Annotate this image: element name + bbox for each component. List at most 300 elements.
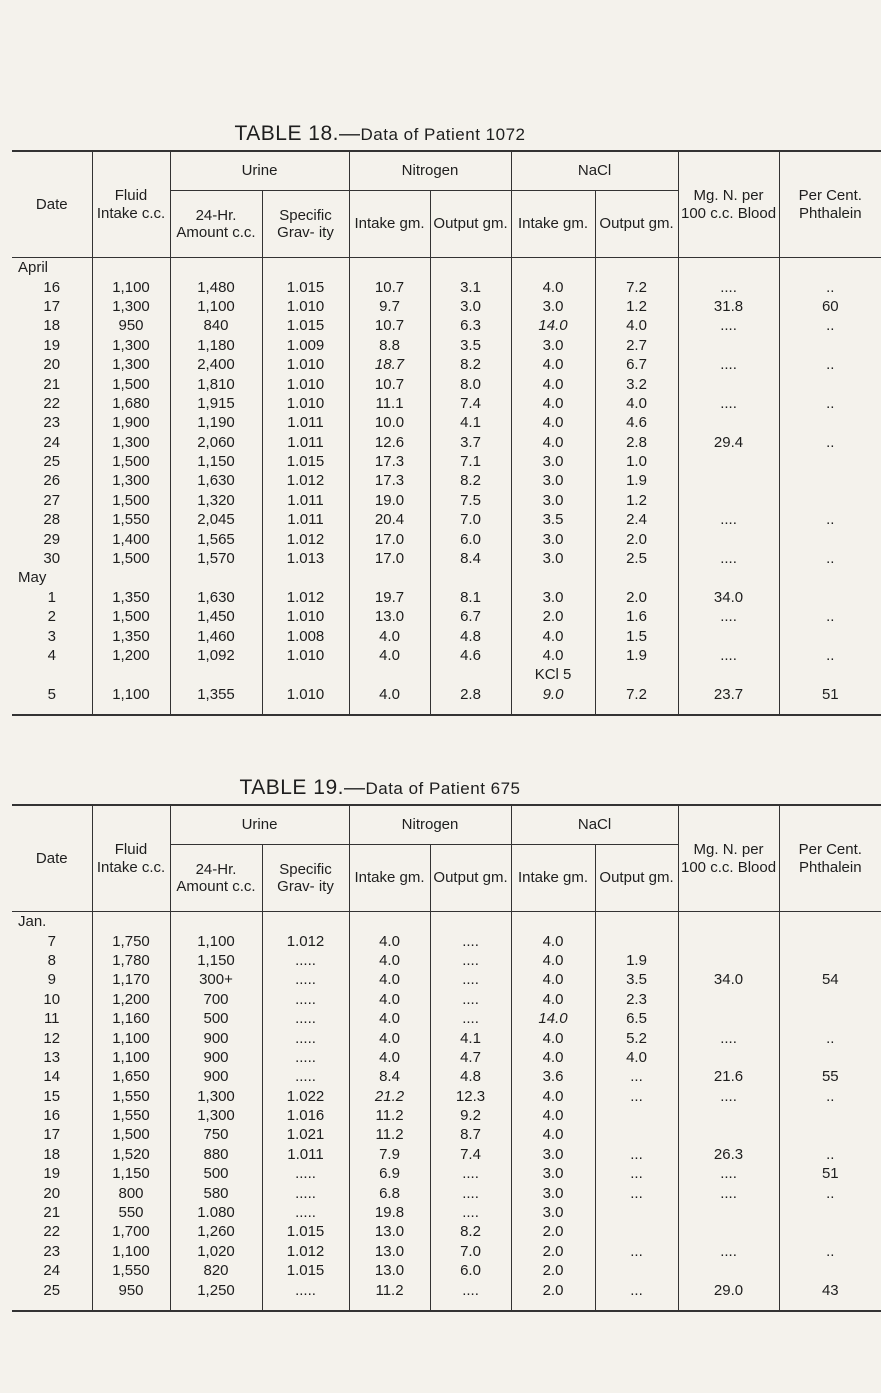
empty-cell (170, 912, 262, 932)
table-row (12, 277, 881, 296)
cell-urine-amount: 1,150 (170, 452, 262, 471)
cell-mg-n-blood (678, 452, 779, 471)
header-nitrogen-intake: Intake gm. (349, 845, 430, 912)
cell-specific-gravity: 1.011 (262, 510, 349, 529)
table-row (12, 568, 881, 587)
cell-nitrogen-intake: 19.7 (349, 588, 430, 607)
table-row (12, 588, 881, 607)
empty-cell (262, 912, 349, 932)
cell-mg-n-blood: .... (678, 1183, 779, 1202)
cell-mg-n-blood: 29.4 (678, 433, 779, 452)
cell-phthalein: .. (779, 1145, 881, 1164)
month-label: April (18, 259, 49, 277)
cell-phthalein (779, 491, 881, 510)
table-row (12, 258, 881, 278)
cell-specific-gravity: 1.012 (262, 931, 349, 950)
cell-nacl-intake: 3.0 (511, 1183, 595, 1202)
cell-date: 12 (43, 1029, 61, 1047)
cell-specific-gravity: 1.011 (262, 433, 349, 452)
cell-mg-n-blood: 34.0 (678, 970, 779, 989)
table-row (12, 1222, 881, 1241)
cell-nacl-output (595, 1106, 678, 1125)
table-row (12, 1106, 881, 1125)
cell-urine-amount: 1,100 (170, 297, 262, 316)
cell-urine-amount: 1,570 (170, 549, 262, 568)
cell-mg-n-blood (678, 336, 779, 355)
header-fluid-intake: Fluid Intake c.c. (92, 151, 170, 258)
cell-date: 1 (47, 588, 56, 606)
cell-date: 18 (43, 317, 61, 335)
cell-nitrogen-intake: 11.1 (349, 394, 430, 413)
cell-date: 9 (47, 971, 56, 989)
cell-specific-gravity: 1.015 (262, 452, 349, 471)
cell-mg-n-blood: 23.7 (678, 685, 779, 704)
cell-nacl-intake: 4.0 (511, 277, 595, 296)
cell-urine-amount: 2,045 (170, 510, 262, 529)
footer-cell (595, 704, 678, 715)
header-nacl-intake: Intake gm. (511, 845, 595, 912)
header-nitrogen-output: Output gm. (430, 191, 511, 258)
cell-nitrogen-intake: 20.4 (349, 510, 430, 529)
cell-nacl-output: 1.6 (595, 607, 678, 626)
cell-urine-amount: 580 (170, 1183, 262, 1202)
cell-nitrogen-output: 3.5 (430, 336, 511, 355)
table-18-caption: TABLE 18.—Data of Patient 1072 (234, 122, 526, 145)
header-date: Date (35, 195, 68, 213)
table-row (12, 970, 881, 989)
cell-date: 2 (47, 608, 56, 626)
cell-mg-n-blood (678, 1009, 779, 1028)
cell-nacl-output: 5.2 (595, 1028, 678, 1047)
cell-mg-n-blood (678, 1125, 779, 1144)
cell-nacl-intake: 3.0 (511, 1145, 595, 1164)
cell-nacl-output: 1.2 (595, 491, 678, 510)
header-mg-n-blood: Mg. N. per 100 c.c. Blood (678, 151, 779, 258)
cell-nacl-intake: 3.0 (511, 1203, 595, 1222)
cell-mg-n-blood: .... (678, 1028, 779, 1047)
cell-phthalein (779, 931, 881, 950)
cell-nitrogen-intake: 4.0 (349, 951, 430, 970)
cell-phthalein (779, 1048, 881, 1067)
cell-nacl-output (595, 1222, 678, 1241)
cell-urine-amount: 500 (170, 1009, 262, 1028)
footer-cell (430, 704, 511, 715)
table-row (12, 1125, 881, 1144)
cell-urine-amount: 1,300 (170, 1106, 262, 1125)
cell-nacl-output: 1.9 (595, 951, 678, 970)
cell-date: 27 (43, 491, 61, 509)
header-nitrogen: Nitrogen (349, 151, 511, 191)
cell-specific-gravity: 1.022 (262, 1087, 349, 1106)
cell-nacl-output (595, 1203, 678, 1222)
empty-cell (430, 568, 511, 587)
table-row (12, 931, 881, 950)
cell-mg-n-blood (678, 1222, 779, 1241)
cell-date: 30 (43, 550, 61, 568)
cell-phthalein (779, 1125, 881, 1144)
cell-date: 28 (43, 511, 61, 529)
cell-nacl-intake: 4.0 (511, 626, 595, 645)
cell-date: 22 (43, 1223, 61, 1241)
empty-cell (12, 665, 92, 684)
cell-specific-gravity: 1.011 (262, 491, 349, 510)
footer-cell (262, 704, 349, 715)
cell-specific-gravity: ..... (262, 951, 349, 970)
table-row (12, 1048, 881, 1067)
footer-cell (349, 704, 430, 715)
table-footer-rule (12, 704, 881, 715)
cell-phthalein: 54 (779, 970, 881, 989)
cell-mg-n-blood: .... (678, 394, 779, 413)
cell-phthalein (779, 951, 881, 970)
empty-cell (595, 912, 678, 932)
cell-fluid-intake: 1,400 (92, 529, 170, 548)
header-nitrogen-output: Output gm. (430, 845, 511, 912)
table-row (12, 1145, 881, 1164)
cell-specific-gravity: ..... (262, 1048, 349, 1067)
cell-fluid-intake: 950 (92, 1280, 170, 1299)
cell-phthalein: 60 (779, 297, 881, 316)
cell-urine-amount: 1,355 (170, 685, 262, 704)
cell-mg-n-blood (678, 1261, 779, 1280)
cell-nitrogen-output: 2.8 (430, 685, 511, 704)
cell-nitrogen-intake: 10.0 (349, 413, 430, 432)
cell-nitrogen-output: 7.5 (430, 491, 511, 510)
cell-nitrogen-intake: 19.0 (349, 491, 430, 510)
cell-urine-amount: 1,190 (170, 413, 262, 432)
empty-cell (595, 258, 678, 278)
empty-cell (349, 258, 430, 278)
table-row (12, 1203, 881, 1222)
cell-nitrogen-output: 7.1 (430, 452, 511, 471)
cell-date: 16 (43, 1107, 61, 1125)
empty-cell (430, 665, 511, 684)
table-row (12, 1009, 881, 1028)
table-row (12, 646, 881, 665)
cell-nitrogen-intake: 13.0 (349, 1222, 430, 1241)
empty-cell (511, 912, 595, 932)
cell-nitrogen-output: 3.0 (430, 297, 511, 316)
cell-phthalein: .. (779, 510, 881, 529)
header-phthalein: Per Cent. Phthalein (779, 805, 881, 912)
cell-urine-amount: 1,150 (170, 951, 262, 970)
cell-mg-n-blood: .... (678, 549, 779, 568)
empty-cell (430, 912, 511, 932)
cell-fluid-intake: 1,350 (92, 626, 170, 645)
cell-nacl-output (595, 1125, 678, 1144)
cell-fluid-intake: 1,300 (92, 433, 170, 452)
header-urine-amount: 24-Hr. Amount c.c. (170, 191, 262, 258)
cell-nacl-intake: 3.0 (511, 588, 595, 607)
cell-nacl-intake: 4.0 (511, 355, 595, 374)
cell-date: 19 (43, 336, 61, 354)
cell-urine-amount: 1,915 (170, 394, 262, 413)
cell-fluid-intake: 1,550 (92, 510, 170, 529)
cell-nitrogen-intake: 11.2 (349, 1125, 430, 1144)
cell-mg-n-blood (678, 413, 779, 432)
cell-nitrogen-output: .... (430, 931, 511, 950)
cell-nitrogen-output: 8.2 (430, 355, 511, 374)
cell-nacl-output: 2.8 (595, 433, 678, 452)
table-row (12, 549, 881, 568)
cell-nacl-intake: 3.0 (511, 549, 595, 568)
cell-specific-gravity: ..... (262, 1067, 349, 1086)
cell-nitrogen-intake: 4.0 (349, 970, 430, 989)
header-nitrogen: Nitrogen (349, 805, 511, 845)
table-row (12, 1261, 881, 1280)
cell-specific-gravity: 1.010 (262, 394, 349, 413)
cell-phthalein (779, 1261, 881, 1280)
empty-cell (92, 665, 170, 684)
cell-specific-gravity: 1.008 (262, 626, 349, 645)
cell-nitrogen-intake: 4.0 (349, 1028, 430, 1047)
empty-cell (92, 568, 170, 587)
cell-date: 17 (43, 1126, 61, 1144)
empty-cell (262, 665, 349, 684)
cell-nacl-output: 2.5 (595, 549, 678, 568)
cell-nacl-intake: 4.0 (511, 931, 595, 950)
cell-nacl-output: 3.5 (595, 970, 678, 989)
cell-specific-gravity: ..... (262, 1028, 349, 1047)
cell-mg-n-blood (678, 491, 779, 510)
cell-nitrogen-intake: 9.7 (349, 297, 430, 316)
cell-nitrogen-intake: 4.0 (349, 626, 430, 645)
cell-mg-n-blood: .... (678, 1087, 779, 1106)
cell-date: 23 (43, 1242, 61, 1260)
cell-nitrogen-output: .... (430, 1164, 511, 1183)
header-nitrogen-intake: Intake gm. (349, 191, 430, 258)
cell-date: 22 (43, 394, 61, 412)
cell-nitrogen-intake: 8.4 (349, 1067, 430, 1086)
table-row (12, 1067, 881, 1086)
cell-nacl-output: 1.9 (595, 646, 678, 665)
cell-urine-amount: 500 (170, 1164, 262, 1183)
cell-nitrogen-intake: 12.6 (349, 433, 430, 452)
cell-fluid-intake: 1,520 (92, 1145, 170, 1164)
cell-nitrogen-output: 8.0 (430, 374, 511, 393)
cell-nacl-intake: 4.0 (511, 1048, 595, 1067)
empty-cell (349, 912, 430, 932)
cell-specific-gravity: 1.015 (262, 316, 349, 335)
cell-nitrogen-intake: 4.0 (349, 1048, 430, 1067)
empty-cell (779, 258, 881, 278)
cell-nitrogen-intake: 17.3 (349, 471, 430, 490)
cell-specific-gravity: ..... (262, 1280, 349, 1299)
footer-cell (430, 1300, 511, 1311)
table-19 (12, 804, 881, 1312)
empty-cell (678, 665, 779, 684)
cell-nitrogen-output: .... (430, 1009, 511, 1028)
footer-cell (678, 1300, 779, 1311)
cell-date: 20 (43, 356, 61, 374)
cell-nacl-output: 7.2 (595, 277, 678, 296)
cell-fluid-intake: 1,170 (92, 970, 170, 989)
cell-nitrogen-intake: 4.0 (349, 646, 430, 665)
cell-phthalein: .. (779, 1183, 881, 1202)
cell-nitrogen-output: 4.1 (430, 413, 511, 432)
cell-specific-gravity: 1.015 (262, 1261, 349, 1280)
cell-phthalein (779, 374, 881, 393)
cell-mg-n-blood (678, 529, 779, 548)
cell-mg-n-blood (678, 931, 779, 950)
cell-specific-gravity: 1.012 (262, 471, 349, 490)
cell-fluid-intake: 1,500 (92, 607, 170, 626)
table-row (12, 529, 881, 548)
cell-nacl-intake: 9.0 (511, 685, 595, 704)
table-row (12, 316, 881, 335)
footer-cell (595, 1300, 678, 1311)
cell-nacl-intake: 3.0 (511, 471, 595, 490)
cell-nacl-output: 3.2 (595, 374, 678, 393)
cell-nacl-output (595, 1261, 678, 1280)
cell-nacl-intake: 14.0 (511, 316, 595, 335)
cell-date: 10 (43, 990, 61, 1008)
cell-urine-amount: 840 (170, 316, 262, 335)
cell-fluid-intake: 1,550 (92, 1087, 170, 1106)
cell-phthalein (779, 1009, 881, 1028)
cell-nitrogen-output: 6.7 (430, 607, 511, 626)
header-nacl: NaCl (511, 151, 678, 191)
cell-urine-amount: 1,630 (170, 588, 262, 607)
empty-cell (92, 912, 170, 932)
cell-fluid-intake: 1,350 (92, 588, 170, 607)
cell-nacl-intake: 3.0 (511, 297, 595, 316)
cell-fluid-intake: 1,500 (92, 452, 170, 471)
table-row (12, 665, 881, 684)
empty-cell (170, 568, 262, 587)
empty-cell (262, 258, 349, 278)
cell-phthalein: .. (779, 1028, 881, 1047)
table-row (12, 336, 881, 355)
cell-nitrogen-output: 4.1 (430, 1028, 511, 1047)
cell-phthalein: .. (779, 355, 881, 374)
cell-nitrogen-output: 3.1 (430, 277, 511, 296)
cell-mg-n-blood (678, 374, 779, 393)
cell-nitrogen-output: .... (430, 1183, 511, 1202)
cell-phthalein: 55 (779, 1067, 881, 1086)
cell-phthalein: .. (779, 607, 881, 626)
cell-fluid-intake: 1,650 (92, 1067, 170, 1086)
cell-nitrogen-intake: 4.0 (349, 931, 430, 950)
cell-nacl-intake: 4.0 (511, 1125, 595, 1144)
cell-fluid-intake: 1,700 (92, 1222, 170, 1241)
cell-nacl-intake: 4.0 (511, 413, 595, 432)
cell-nitrogen-intake: 17.3 (349, 452, 430, 471)
cell-fluid-intake: 1,550 (92, 1261, 170, 1280)
cell-nitrogen-output: 8.2 (430, 1222, 511, 1241)
cell-specific-gravity: 1.012 (262, 588, 349, 607)
table-row (12, 471, 881, 490)
cell-mg-n-blood (678, 1048, 779, 1067)
cell-specific-gravity: ..... (262, 1009, 349, 1028)
cell-nitrogen-output: .... (430, 1280, 511, 1299)
cell-nacl-intake: 2.0 (511, 1280, 595, 1299)
cell-mg-n-blood (678, 951, 779, 970)
cell-fluid-intake: 1,100 (92, 685, 170, 704)
cell-date: 21 (43, 1204, 61, 1222)
cell-date: 24 (43, 433, 61, 451)
cell-nitrogen-output: 4.8 (430, 1067, 511, 1086)
cell-fluid-intake: 550 (92, 1203, 170, 1222)
cell-mg-n-blood (678, 990, 779, 1009)
table-row (12, 685, 881, 704)
cell-phthalein: .. (779, 1087, 881, 1106)
cell-nitrogen-output: 7.4 (430, 394, 511, 413)
cell-nitrogen-output: .... (430, 951, 511, 970)
table-row (12, 1087, 881, 1106)
cell-specific-gravity: 1.010 (262, 374, 349, 393)
cell-date: 19 (43, 1165, 61, 1183)
cell-urine-amount: 1,460 (170, 626, 262, 645)
cell-mg-n-blood (678, 1106, 779, 1125)
cell-nacl-output: ... (595, 1145, 678, 1164)
cell-nacl-intake: 3.0 (511, 1164, 595, 1183)
cell-specific-gravity: 1.015 (262, 1222, 349, 1241)
header-mg-n-blood: Mg. N. per 100 c.c. Blood (678, 805, 779, 912)
footer-cell (779, 704, 881, 715)
cell-nitrogen-intake: 11.2 (349, 1280, 430, 1299)
cell-date: 21 (43, 375, 61, 393)
table-row (12, 394, 881, 413)
cell-nacl-output: 6.7 (595, 355, 678, 374)
table-19-body (12, 912, 881, 1311)
cell-mg-n-blood: .... (678, 1242, 779, 1261)
cell-fluid-intake: 1,750 (92, 931, 170, 950)
empty-cell (262, 568, 349, 587)
cell-nacl-output: 2.0 (595, 588, 678, 607)
cell-date: 29 (43, 530, 61, 548)
cell-urine-amount: 820 (170, 1261, 262, 1280)
cell-nacl-output: ... (595, 1087, 678, 1106)
cell-date: 20 (43, 1184, 61, 1202)
cell-specific-gravity: ..... (262, 1203, 349, 1222)
cell-nitrogen-intake: 4.0 (349, 1009, 430, 1028)
cell-nitrogen-output: 7.0 (430, 1242, 511, 1261)
cell-phthalein (779, 1222, 881, 1241)
cell-nitrogen-intake: 11.2 (349, 1106, 430, 1125)
cell-specific-gravity: 1.011 (262, 1145, 349, 1164)
table-row (12, 374, 881, 393)
footer-cell (262, 1300, 349, 1311)
cell-nacl-output: 4.0 (595, 1048, 678, 1067)
cell-date: 14 (43, 1068, 61, 1086)
empty-cell (511, 258, 595, 278)
cell-urine-amount: 1,260 (170, 1222, 262, 1241)
table-row (12, 297, 881, 316)
cell-mg-n-blood (678, 471, 779, 490)
cell-fluid-intake: 1,150 (92, 1164, 170, 1183)
cell-nacl-intake: 4.0 (511, 951, 595, 970)
cell-nitrogen-output: 9.2 (430, 1106, 511, 1125)
header-nacl-output: Output gm. (595, 191, 678, 258)
cell-specific-gravity: 1.012 (262, 529, 349, 548)
cell-urine-amount: 750 (170, 1125, 262, 1144)
cell-fluid-intake: 1,100 (92, 1028, 170, 1047)
cell-nitrogen-output: .... (430, 990, 511, 1009)
cell-nacl-intake: 2.0 (511, 607, 595, 626)
cell-specific-gravity: 1.021 (262, 1125, 349, 1144)
cell-date: 25 (43, 1281, 61, 1299)
table-row (12, 433, 881, 452)
table-row (12, 990, 881, 1009)
header-fluid-intake: Fluid Intake c.c. (92, 805, 170, 912)
header-date: Date (35, 849, 68, 867)
cell-date: 26 (43, 472, 61, 490)
cell-nacl-output: ... (595, 1242, 678, 1261)
cell-phthalein (779, 990, 881, 1009)
table-18-body (12, 258, 881, 715)
cell-date: 13 (43, 1048, 61, 1066)
